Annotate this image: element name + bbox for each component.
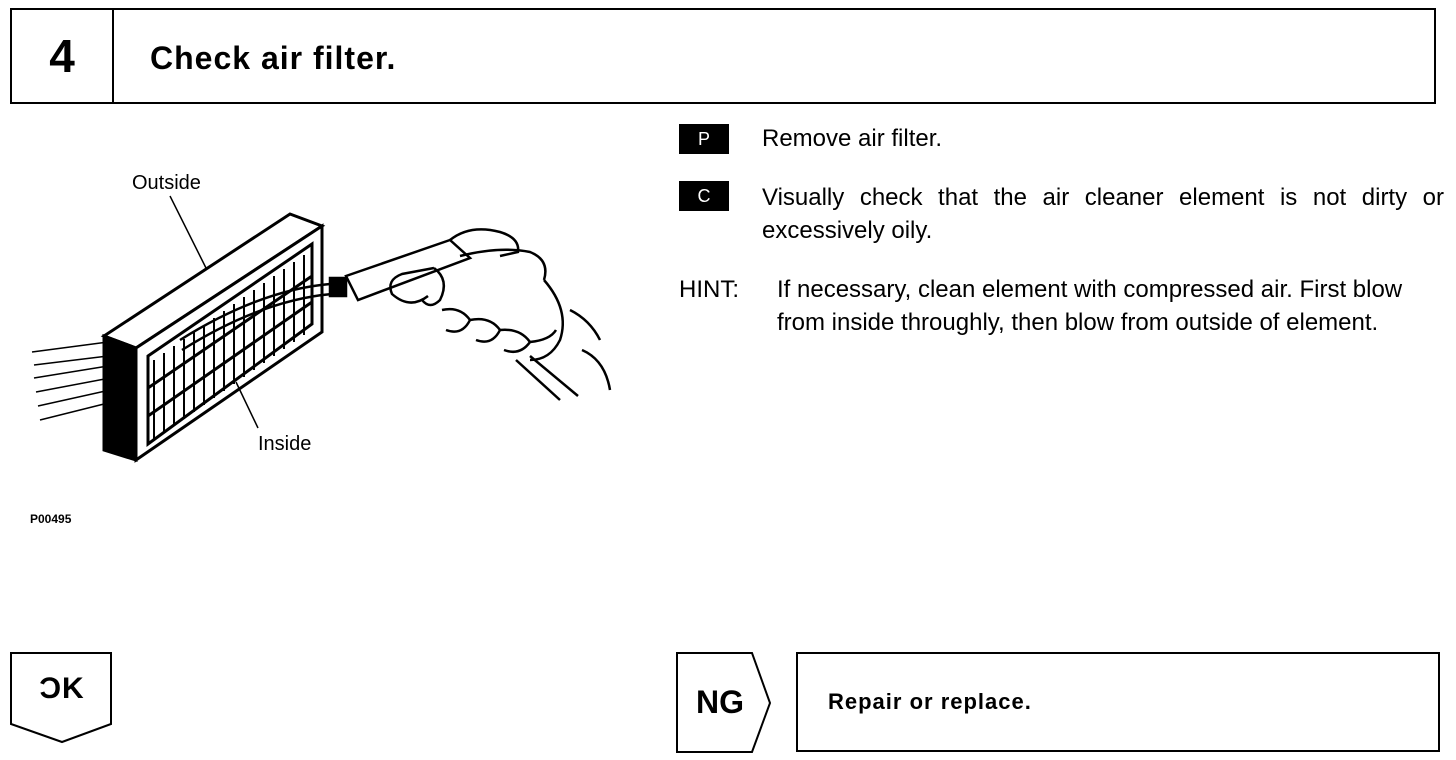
badge-p: P — [679, 124, 729, 154]
hint-text: If necessary, clean element with compressed air. First blow from inside throughly, then blow from outside of element. — [777, 276, 1403, 336]
step-number: 4 — [12, 10, 114, 102]
instruction-check: Visually check that the air cleaner element is not dirty or excessively oily. — [762, 184, 1444, 244]
step-title: Check air filter. — [150, 40, 397, 76]
ok-label: ƆK — [39, 672, 85, 705]
air-filter-illustration — [30, 160, 630, 480]
figure-code: P00495 — [30, 512, 72, 526]
ng-action-box — [796, 652, 1440, 752]
step-header — [10, 8, 1436, 104]
hint-label: HINT: — [679, 276, 739, 303]
label-inside: Inside — [258, 433, 312, 455]
ng-action-text: Repair or replace. — [828, 689, 1032, 714]
label-outside: Outside — [132, 172, 201, 194]
ng-label: NG — [696, 684, 744, 720]
badge-c: C — [679, 181, 729, 211]
air-stream-lines — [32, 342, 112, 420]
instruction-remove: Remove air filter. — [762, 125, 943, 152]
